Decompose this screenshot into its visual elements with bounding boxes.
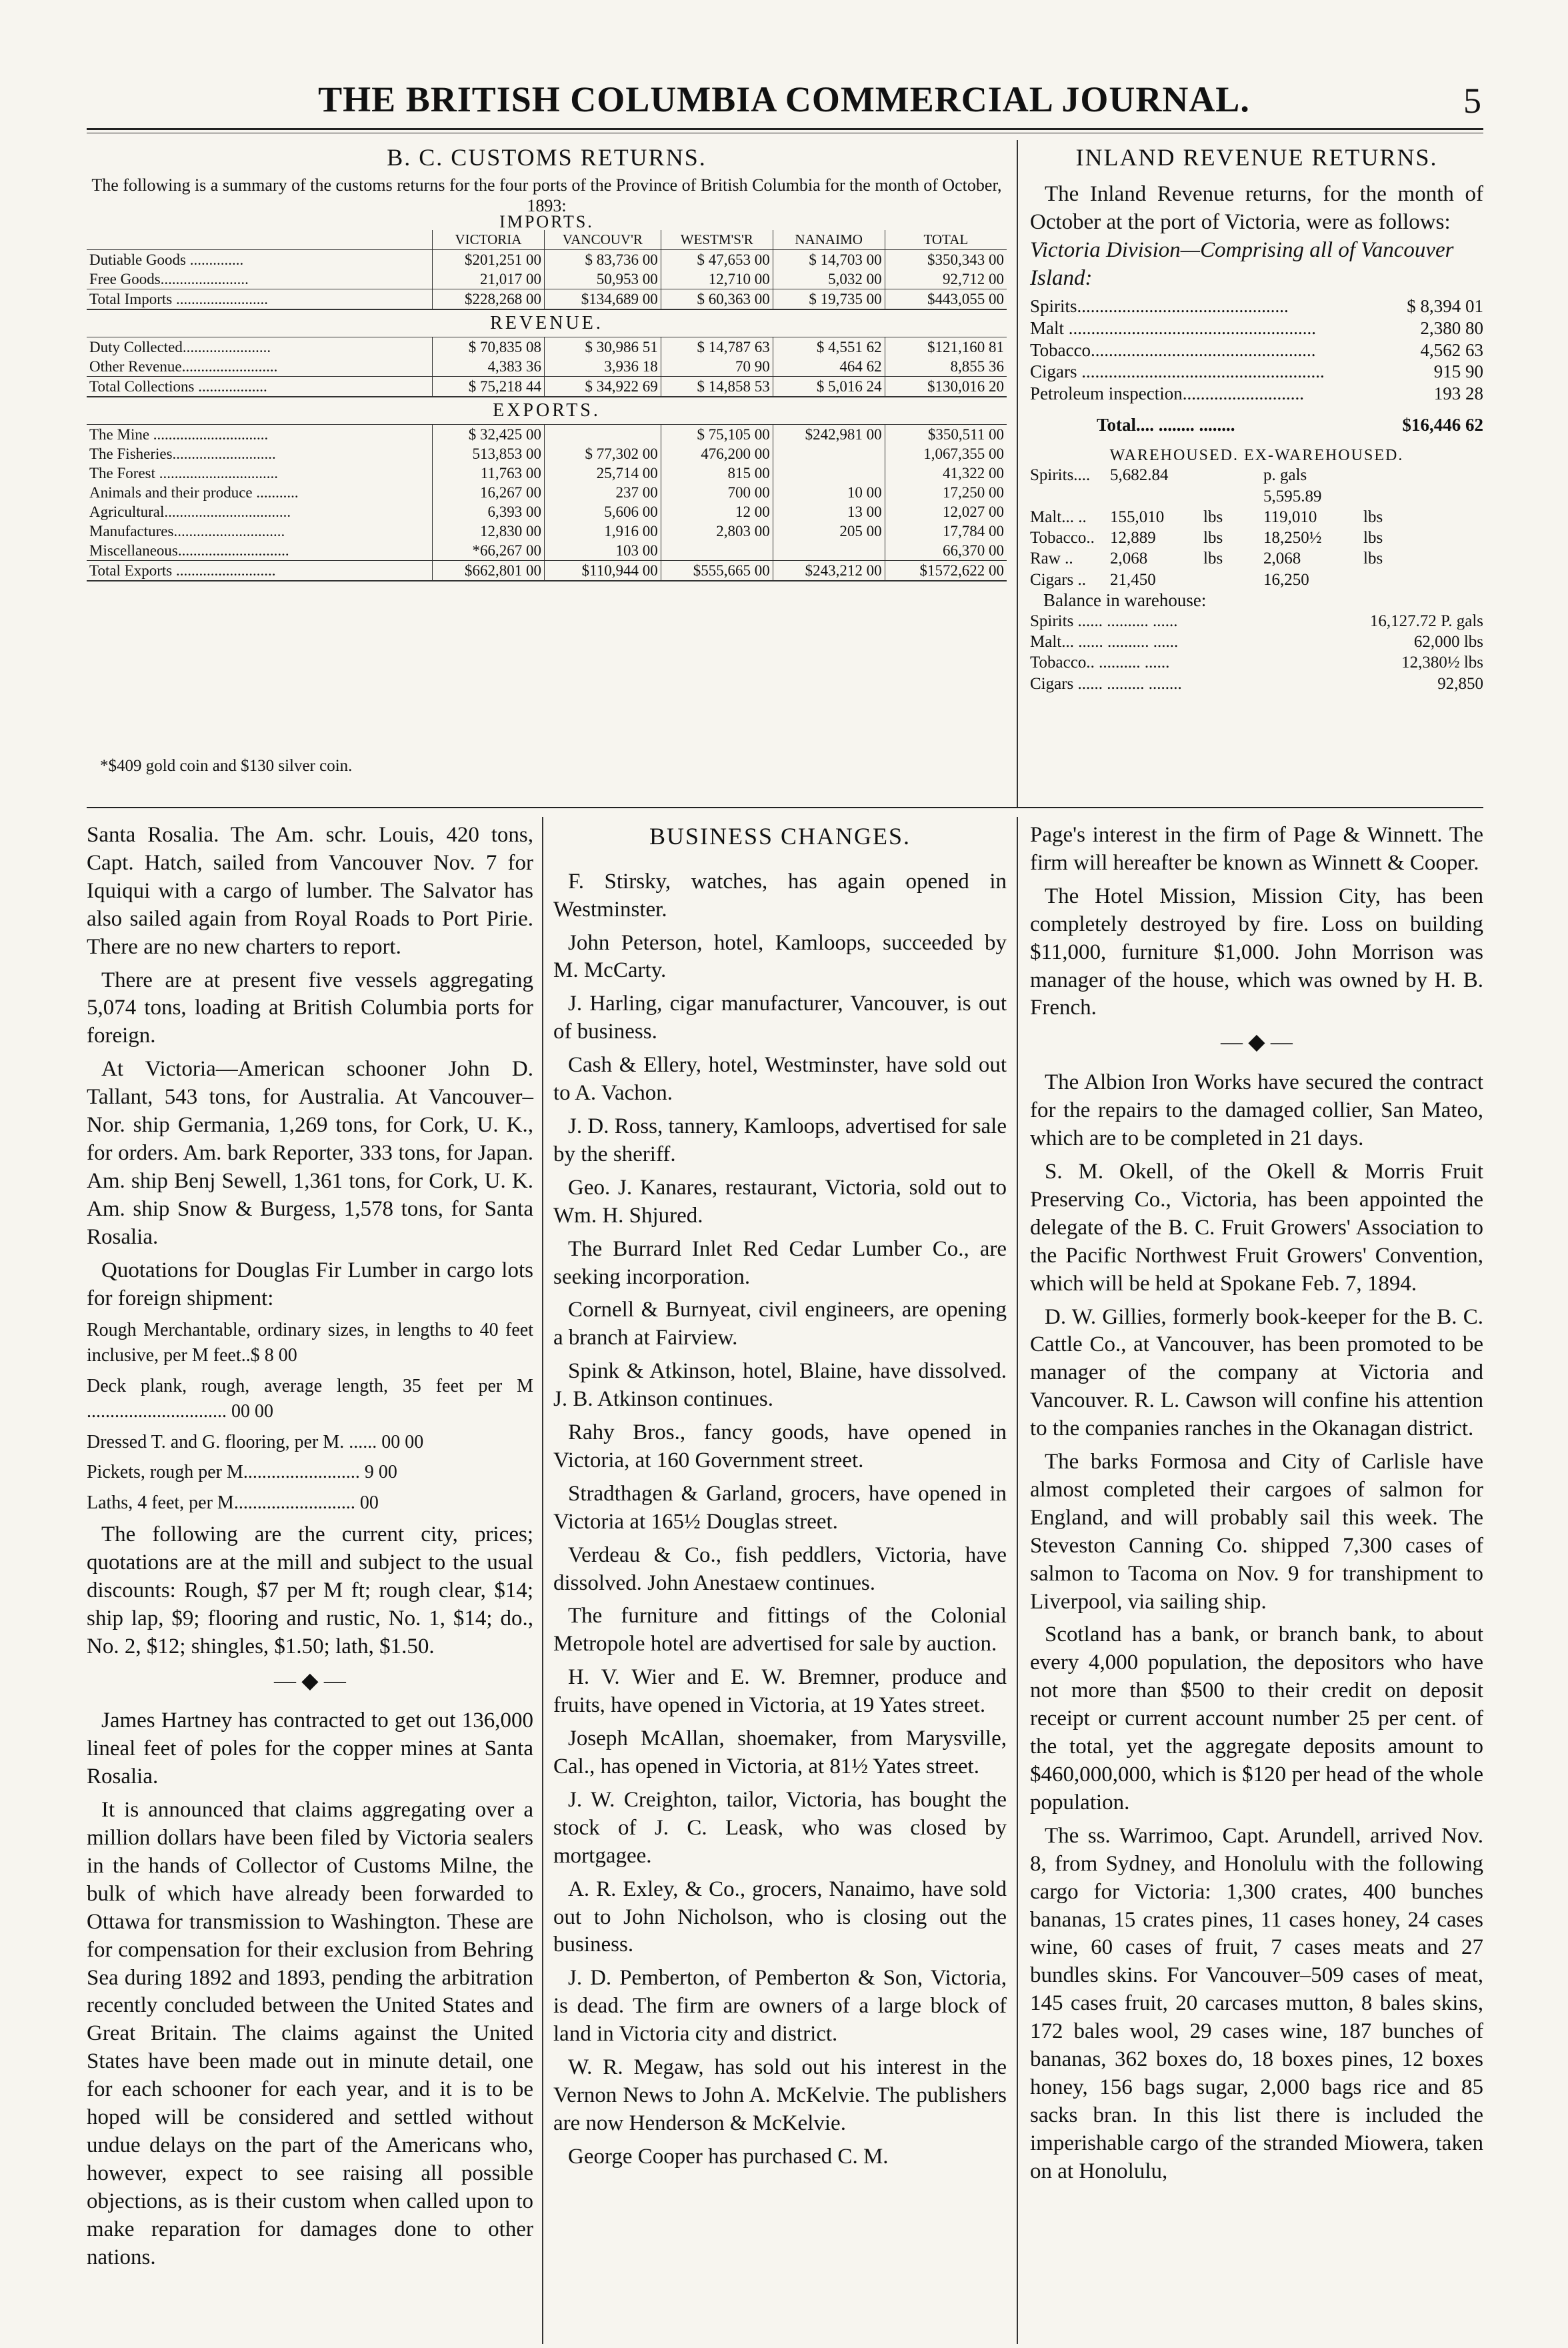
cell-value: $443,055 00 bbox=[885, 289, 1007, 310]
table-row bbox=[87, 269, 1007, 289]
business-item: W. R. Megaw, has sold out his interest in the Vernon News to John A. McKelvie. The publishers are now Henderson & McKelvie. bbox=[553, 2055, 1007, 2135]
cell-value: $243,212 00 bbox=[773, 561, 885, 581]
masthead: THE BRITISH COLUMBIA COMMERCIAL JOURNAL. bbox=[318, 79, 1250, 119]
business-item: Joseph McAllan, shoemaker, from Marysville, Cal., has opened in Victoria, at 81½ Yates street. bbox=[553, 1726, 1007, 1779]
okell-delegate: S. M. Okell, of the Okell & Morris Fruit Preserving Co., Victoria, has been appointed the delegate of the B. C. Fruit Growers' Association to the Pacific Northwest Fruit Growers' Convention, which will be held at Spokane Feb. 7, 1894. bbox=[1030, 1159, 1483, 1296]
balance-cell: Cigars ...... ......... ........ bbox=[1030, 674, 1182, 693]
sealers-claims: It is announced that claims aggregating over a million dollars have been filed by Victoria sealers in the hands of Collector of Customs Milne, the bulk of which have already been forwarded to Ottawa for transmission to Washington. These are for compensation for their exclusion from Behring Sea during 1892 and 1893, pending the arbitration recently concluded between the United States and Great Britain. The claims against the United States have been made out in minute detail, one for each schooner for each year, and it is to be hoped will be considered and settled without undue delays on the part of the Americans who, however, expect to see raising all possible objections, as is their custom when called upon to make reparation for damages done to other nations. bbox=[87, 1798, 533, 2269]
business-item: Rahy Bros., fancy goods, have opened in Victoria, at 160 Government street. bbox=[553, 1420, 1007, 1472]
warehoused-cell: 2,068 bbox=[1263, 549, 1301, 568]
customs-column-headers bbox=[87, 230, 1007, 250]
revenue-heading: REVENUE. bbox=[87, 309, 1007, 337]
balance-cell: Malt... ...... .......... ...... bbox=[1030, 633, 1179, 651]
inland-item: Petroleum inspection........................... 193 28 bbox=[1030, 383, 1483, 404]
lumber-quote: Deck plank, rough, average length, 35 feet per M .............................. 00 00 bbox=[87, 1376, 533, 1422]
warehoused-cell: lbs bbox=[1203, 507, 1223, 526]
warehoused-cell: 2,068 bbox=[1110, 549, 1148, 568]
cell-value: $ 77,302 00 bbox=[544, 444, 661, 463]
row-label: The Fisheries........................... bbox=[89, 445, 276, 462]
cell-value: 1,916 00 bbox=[544, 521, 661, 541]
warehoused-cell: Malt... .. bbox=[1030, 507, 1087, 526]
exports-heading: EXPORTS. bbox=[87, 397, 1007, 425]
business-item: A. R. Exley, & Co., grocers, Nanaimo, have sold out to John Nicholson, who is closing out the business. bbox=[553, 1877, 1007, 1957]
customs-intro: The following is a summary of the customs returns for the four ports of the Province of British Columbia for the month of October, 1893: bbox=[91, 175, 1002, 216]
business-item: Verdeau & Co., fish peddlers, Victoria, have dissolved. John Anestaew continues. bbox=[553, 1542, 1007, 1595]
cell-value: $ 47,653 00 bbox=[661, 250, 773, 270]
balance-heading: Balance in warehouse: bbox=[1043, 590, 1207, 610]
row-label: Dutiable Goods .............. bbox=[89, 251, 244, 268]
cell-value: 41,322 00 bbox=[885, 463, 1007, 483]
col-header: NANAIMO bbox=[773, 230, 885, 250]
cell-value: 476,200 00 bbox=[661, 444, 773, 463]
city-prices: The following are the current city, prices; quotations are at the mill and subject to the usual discounts: Rough, $7 per M ft; rough clear, $14; ship lap, $9; flooring and rustic, No. 1, $14; do., No. 2, $12; shingles, $1.50; lath, $1.50. bbox=[87, 1522, 533, 1658]
business-item: The Burrard Inlet Red Cedar Lumber Co., are seeking incorporation. bbox=[553, 1236, 1007, 1289]
cell-value: $ 14,703 00 bbox=[773, 250, 885, 270]
cell-value: 92,712 00 bbox=[885, 269, 1007, 289]
column-3 bbox=[1030, 822, 1483, 2191]
cell-value: 25,714 00 bbox=[544, 463, 661, 483]
inland-intro: The Inland Revenue returns, for the month of October at the port of Victoria, were as follows: bbox=[1030, 182, 1483, 234]
cell-value: $ 30,986 51 bbox=[544, 337, 661, 357]
cell-value: $ 60,363 00 bbox=[661, 289, 773, 310]
cell-value bbox=[661, 541, 773, 561]
business-item: Spink & Atkinson, hotel, Blaine, have dissolved. J. B. Atkinson continues. bbox=[553, 1359, 1007, 1412]
shipping-news: Santa Rosalia. The Am. schr. Louis, 420 tons, Capt. Hatch, sailed from Vancouver Nov. 7 for Iquiqui with a cargo of lumber. The Salvator has also sailed again from Royal Roads to Port Pirie. There are no new charters to report. bbox=[87, 823, 533, 959]
customs-footnote: *$409 gold coin and $130 silver coin. bbox=[100, 757, 353, 775]
warehoused-cell: 21,450 bbox=[1110, 570, 1156, 589]
total-row bbox=[87, 289, 1007, 310]
cell-value: 464 62 bbox=[773, 357, 885, 377]
page-winnett: Page's interest in the firm of Page & Winnett. The firm will hereafter be known as Winnett & Cooper. bbox=[1030, 823, 1483, 875]
customs-table bbox=[87, 230, 1007, 581]
cell-value: 12 00 bbox=[661, 502, 773, 521]
column-rule-left bbox=[542, 817, 543, 2344]
column-2 bbox=[553, 822, 1007, 2177]
cell-value: $ 4,551 62 bbox=[773, 337, 885, 357]
cell-value: $201,251 00 bbox=[433, 250, 545, 270]
business-list bbox=[553, 868, 1007, 2171]
inland-item: Spirits............................................... $ 8,394 01 bbox=[1030, 295, 1483, 316]
business-item: F. Stirsky, watches, has again opened in Westminster. bbox=[553, 869, 1007, 922]
business-item: George Cooper has purchased C. M. bbox=[568, 2144, 889, 2169]
cell-value: $ 83,736 00 bbox=[544, 250, 661, 270]
cell-value: 70 90 bbox=[661, 357, 773, 377]
cell-value: $ 32,425 00 bbox=[433, 425, 545, 445]
cell-value: $121,160 81 bbox=[885, 337, 1007, 357]
warehoused-heading: WAREHOUSED. EX-WAREHOUSED. bbox=[1109, 447, 1404, 465]
inland-item: Cigars ...................................................... 915 90 bbox=[1030, 361, 1483, 382]
warehoused-cell: lbs bbox=[1203, 549, 1223, 568]
business-item: J. D. Ross, tannery, Kamloops, advertised for sale by the sheriff. bbox=[553, 1114, 1007, 1166]
cell-value: 1,067,355 00 bbox=[885, 444, 1007, 463]
warehoused-cell: 12,889 bbox=[1110, 529, 1156, 547]
cell-value: 12,027 00 bbox=[885, 502, 1007, 521]
warehoused-cell: Tobacco.. bbox=[1030, 529, 1095, 547]
row-label: The Forest ............................... bbox=[89, 464, 279, 481]
cell-value: $ 14,787 63 bbox=[661, 337, 773, 357]
cell-value: $ 75,105 00 bbox=[661, 425, 773, 445]
cell-value: 12,710 00 bbox=[661, 269, 773, 289]
cell-value: 13 00 bbox=[773, 502, 885, 521]
cell-value: $ 14,858 53 bbox=[661, 377, 773, 397]
cell-value: 2,803 00 bbox=[661, 521, 773, 541]
section-divider bbox=[87, 807, 1483, 808]
table-row bbox=[87, 463, 1007, 483]
cell-value: 513,853 00 bbox=[433, 444, 545, 463]
cell-value: 205 00 bbox=[773, 521, 885, 541]
cell-value: $1572,622 00 bbox=[885, 561, 1007, 581]
column-rule-right bbox=[1017, 817, 1018, 2344]
cell-value: $350,343 00 bbox=[885, 250, 1007, 270]
warehoused-cell: lbs bbox=[1203, 529, 1223, 547]
customs-body bbox=[87, 250, 1007, 581]
balance-cell: 62,000 lbs bbox=[1413, 633, 1483, 651]
business-item: J. D. Pemberton, of Pemberton & Son, Victoria, is dead. The firm are owners of a large block of land in Victoria city and district. bbox=[553, 1966, 1007, 2047]
inland-division: Victoria Division—Comprising all of Vancouver Island: bbox=[1030, 237, 1454, 290]
masthead-rule bbox=[87, 128, 1483, 130]
lumber-quote: Dressed T. and G. flooring, per M. ...... 00 00 bbox=[87, 1431, 424, 1452]
ornament-divider: — ◆ — bbox=[1221, 1030, 1293, 1055]
warehoused-cell: p. gals 5,595.89 bbox=[1263, 466, 1322, 505]
balance-cell: Spirits ...... .......... ...... bbox=[1030, 612, 1178, 630]
total-row bbox=[87, 561, 1007, 581]
col-header: VICTORIA bbox=[433, 230, 545, 250]
table-row bbox=[87, 502, 1007, 521]
col-header: VANCOUV'R bbox=[544, 230, 661, 250]
row-label: Duty Collected....................... bbox=[89, 338, 271, 355]
balance-cell: 12,380½ lbs bbox=[1401, 654, 1483, 672]
cell-value: 103 00 bbox=[544, 541, 661, 561]
cell-value: $242,981 00 bbox=[773, 425, 885, 445]
warehoused-cell: Spirits.... bbox=[1030, 466, 1091, 485]
row-label: Manufactures............................. bbox=[89, 522, 285, 539]
warehoused-cell: Raw .. bbox=[1030, 549, 1073, 568]
hotel-mission: The Hotel Mission, Mission City, has been completely destroyed by fire. Loss on building $11,000, furniture $1,000. John Morrison was manager of the house, which was owned by H. B. French. bbox=[1030, 884, 1483, 1020]
row-label: Agricultural................................. bbox=[89, 503, 291, 520]
inland-item: Malt ....................................................... 2,380 80 bbox=[1030, 317, 1483, 338]
lumber-intro: Quotations for Douglas Fir Lumber in cargo lots for foreign shipment: bbox=[87, 1258, 533, 1310]
column-rule-top bbox=[1017, 140, 1018, 807]
cell-value: $ 34,922 69 bbox=[544, 377, 661, 397]
row-label: Total Exports .......................... bbox=[87, 561, 433, 581]
warehoused-cell bbox=[1363, 465, 1423, 507]
cell-value: 5,032 00 bbox=[773, 269, 885, 289]
cell-value: *66,267 00 bbox=[433, 541, 545, 561]
gillies-promotion: D. W. Gillies, formerly book-keeper for the B. C. Cattle Co., at Vancouver, has been promoted to be manager of the company at Victoria and Vancouver. R. L. Cawson will confine his attention to the companies ranches in the Okanagan district. bbox=[1030, 1304, 1483, 1441]
cell-value: 3,936 18 bbox=[544, 357, 661, 377]
cell-value: 21,017 00 bbox=[433, 269, 545, 289]
col-header: WESTM'S'R bbox=[661, 230, 773, 250]
business-item: John Peterson, hotel, Kamloops, succeeded by M. McCarty. bbox=[553, 930, 1007, 983]
cell-value: 50,953 00 bbox=[544, 269, 661, 289]
warehoused-cell: lbs bbox=[1363, 529, 1383, 547]
cell-value: 5,606 00 bbox=[544, 502, 661, 521]
warehoused-cell: lbs bbox=[1363, 507, 1383, 526]
row-label: Total Collections .................. bbox=[87, 377, 433, 397]
cell-value: $ 70,835 08 bbox=[433, 337, 545, 357]
table-row bbox=[87, 425, 1007, 445]
cell-value: 8,855 36 bbox=[885, 357, 1007, 377]
hartney-contract: James Hartney has contracted to get out 136,000 lineal feet of poles for the copper mines at Santa Rosalia. bbox=[87, 1708, 533, 1789]
customs-heading: B. C. CUSTOMS RETURNS. bbox=[387, 144, 707, 171]
cell-value bbox=[773, 444, 885, 463]
cell-value: 700 00 bbox=[661, 483, 773, 502]
business-item: H. V. Wier and E. W. Bremner, produce and fruits, have opened in Victoria, at 19 Yates street. bbox=[553, 1665, 1007, 1718]
inland-heading: INLAND REVENUE RETURNS. bbox=[1075, 144, 1438, 171]
vessels-loading: There are at present five vessels aggregating 5,074 tons, loading at British Columbia ports for foreign. bbox=[87, 968, 533, 1048]
ornament-divider: — ◆ — bbox=[274, 1668, 346, 1693]
cell-value: $228,268 00 bbox=[433, 289, 545, 310]
inland-total: Total.... ........ ........ $16,446 62 bbox=[1097, 415, 1483, 435]
business-item: J. W. Creighton, tailor, Victoria, has bought the stock of J. C. Leask, who was closed by mortgagee. bbox=[553, 1787, 1007, 1868]
warehoused-cell: 16,250 bbox=[1263, 570, 1309, 589]
cell-value: 17,250 00 bbox=[885, 483, 1007, 502]
balance-table bbox=[1030, 611, 1483, 694]
row-label: Other Revenue......................... bbox=[89, 357, 278, 375]
warehoused-cell: 155,010 bbox=[1110, 507, 1165, 526]
inland-item: Tobacco.................................................. 4,562 63 bbox=[1030, 339, 1483, 360]
cell-value bbox=[544, 425, 661, 445]
row-label: Free Goods....................... bbox=[89, 270, 249, 287]
balance-cell: Tobacco.. .......... ...... bbox=[1030, 654, 1170, 672]
row-label: Miscellaneous............................. bbox=[89, 541, 289, 559]
inland-items bbox=[1030, 295, 1483, 405]
barks-salmon: The barks Formosa and City of Carlisle have almost completed their cargoes of salmon for England, and will probably sail this week. The Steveston Canning Co. shipped 7,300 cases of salmon to Tacoma on Nov. 9 for transhipment to Liverpool, via sailing ship. bbox=[1030, 1450, 1483, 1614]
warehoused-cell: lbs bbox=[1363, 549, 1383, 568]
cell-value: $134,689 00 bbox=[544, 289, 661, 310]
warehoused-cell bbox=[1203, 569, 1263, 590]
table-row bbox=[87, 250, 1007, 270]
cell-value: 4,383 36 bbox=[433, 357, 545, 377]
cell-value: 16,267 00 bbox=[433, 483, 545, 502]
cell-value: $110,944 00 bbox=[544, 561, 661, 581]
col-header: TOTAL bbox=[885, 230, 1007, 250]
total-row bbox=[87, 377, 1007, 397]
lumber-quote: Pickets, rough per M......................... 9 00 bbox=[87, 1462, 397, 1483]
business-item: J. Harling, cigar manufacturer, Vancouver, is out of business. bbox=[553, 992, 1007, 1044]
cell-value: 12,830 00 bbox=[433, 521, 545, 541]
row-label: Animals and their produce ........... bbox=[89, 483, 299, 501]
cell-value: $350,511 00 bbox=[885, 425, 1007, 445]
table-row bbox=[87, 444, 1007, 463]
row-label: Total Imports ........................ bbox=[87, 289, 433, 310]
lumber-quote: Laths, 4 feet, per M.......................... 00 bbox=[87, 1492, 379, 1514]
cell-value: 10 00 bbox=[773, 483, 885, 502]
cell-value: $ 5,016 24 bbox=[773, 377, 885, 397]
vessels-list: At Victoria—American schooner John D. Tallant, 543 tons, for Australia. At Vancouver–Nor. ship Germania, 1,269 tons, for Cork, U. K., for orders. Am. bark Reporter, 333 tons, for Japan. Am. ship Benj Sewell, 1,361 tons, for Cork, U. K. Am. ship Snow & Burgess, 1,578 tons, for Santa Rosalia. bbox=[87, 1057, 533, 1249]
table-row bbox=[87, 521, 1007, 541]
imports-heading: IMPORTS. bbox=[499, 212, 594, 231]
cell-value: 11,763 00 bbox=[433, 463, 545, 483]
warehoused-cell: 18,250½ bbox=[1263, 529, 1322, 547]
cell-value: 815 00 bbox=[661, 463, 773, 483]
inland-revenue bbox=[1030, 143, 1483, 694]
warehoused-cell bbox=[1363, 569, 1423, 590]
row-label: The Mine .............................. bbox=[89, 425, 269, 443]
cell-value bbox=[773, 463, 885, 483]
cell-value: $ 19,735 00 bbox=[773, 289, 885, 310]
scotland-banks: Scotland has a bank, or branch bank, to about every 4,000 population, the depositors who have not more than $500 to their credit on deposit receipt or current account number 25 per cent. of the total, yet the aggregate deposits amount to $460,000,000, which is $120 per head of the whole population. bbox=[1030, 1622, 1483, 1815]
business-heading: BUSINESS CHANGES. bbox=[649, 823, 911, 850]
cell-value: 6,393 00 bbox=[433, 502, 545, 521]
cell-value: 66,370 00 bbox=[885, 541, 1007, 561]
warehoused-cell bbox=[1203, 465, 1263, 507]
cell-value: $130,016 20 bbox=[885, 377, 1007, 397]
albion-iron: The Albion Iron Works have secured the contract for the repairs to the damaged collier, San Mateo, which are to be completed in 21 days. bbox=[1030, 1070, 1483, 1151]
warehoused-cell: 119,010 bbox=[1263, 507, 1317, 526]
cell-value: 17,784 00 bbox=[885, 521, 1007, 541]
lumber-quote: Rough Merchantable, ordinary sizes, in lengths to 40 feet inclusive, per M feet..$ 8 00 bbox=[87, 1320, 533, 1366]
cell-value bbox=[773, 541, 885, 561]
table-row bbox=[87, 541, 1007, 561]
balance-cell: 92,850 bbox=[1437, 674, 1483, 693]
table-row bbox=[87, 337, 1007, 357]
business-item: The furniture and fittings of the Colonial Metropole hotel are advertised for sale by auction. bbox=[553, 1604, 1007, 1656]
business-item: Geo. J. Kanares, restaurant, Victoria, sold out to Wm. H. Shjured. bbox=[553, 1175, 1007, 1228]
page-number: 5 bbox=[1463, 81, 1481, 121]
warehoused-cell: 5,682.84 bbox=[1110, 466, 1169, 485]
cell-value: $ 75,218 44 bbox=[433, 377, 545, 397]
business-item: Stradthagen & Garland, grocers, have opened in Victoria at 165½ Douglas street. bbox=[553, 1481, 1007, 1534]
table-row bbox=[87, 357, 1007, 377]
cell-value: $662,801 00 bbox=[433, 561, 545, 581]
warehoused-cell: Cigars .. bbox=[1030, 570, 1087, 589]
table-row bbox=[87, 483, 1007, 502]
cell-value: 237 00 bbox=[544, 483, 661, 502]
warrimoo-cargo: The ss. Warrimoo, Capt. Arundell, arrived Nov. 8, from Sydney, and Honolulu with the following cargo for Victoria: 1,300 crates, 400 bunches bananas, 15 crates pines, 11 cases honey, 24 cases wine, 60 cases of fruit, 7 cases meats and 27 bundles skins. For Vancouver–509 cases of meat, 145 cases fruit, 20 carcases mutton, 8 bales skins, 172 bales wool, 29 cases wine, 187 bunches of bananas, 362 boxes do, 18 boxes pines, 12 boxes honey, 156 bags sugar, 2,000 bags rice and 85 sacks bran. In this list there is included the imperishable cargo of the stranded Miowera, taken on at Honolulu, bbox=[1030, 1823, 1483, 2183]
cell-value: $555,665 00 bbox=[661, 561, 773, 581]
warehoused-table bbox=[1030, 465, 1483, 590]
business-item: Cornell & Burnyeat, civil engineers, are opening a branch at Fairview. bbox=[553, 1298, 1007, 1350]
balance-cell: 16,127.72 P. gals bbox=[1369, 612, 1483, 630]
business-item: Cash & Ellery, hotel, Westminster, have sold out to A. Vachon. bbox=[553, 1053, 1007, 1106]
column-1 bbox=[87, 822, 533, 2277]
